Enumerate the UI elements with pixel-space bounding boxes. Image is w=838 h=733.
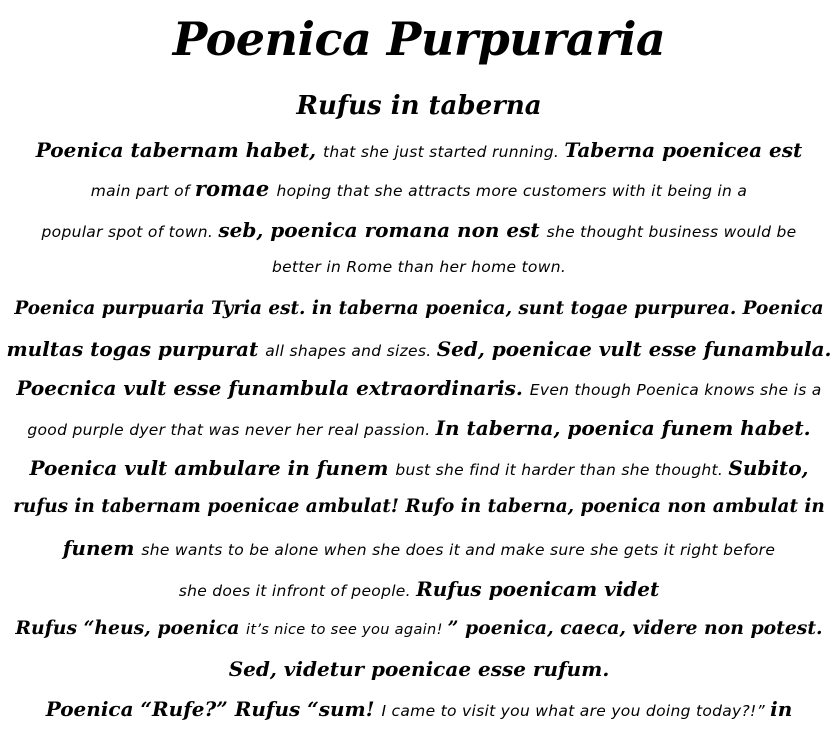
- english-text: bust she find it harder than she thought.: [395, 461, 729, 479]
- english-text: popular spot of town.: [41, 223, 219, 241]
- latin-text: ” poenica, caeca, videre non potest.: [447, 617, 823, 639]
- english-text: she thought business would be: [546, 223, 797, 241]
- latin-text: Poenica “Rufe?” Rufus “sum!: [45, 697, 382, 721]
- english-text: better in Rome than her home town.: [271, 258, 567, 276]
- text-line-13: [6, 617, 832, 639]
- latin-text: Sed, poenicae vult esse funambula.: [436, 337, 832, 361]
- text-line-10: [6, 496, 832, 517]
- text-line-3: [6, 218, 832, 242]
- text-line-12: [6, 577, 832, 601]
- latin-text: rufus in tabernam poenicae ambulat! Rufo in taberna, poenica non ambulat in: [13, 496, 825, 517]
- text-line-9: [6, 456, 832, 480]
- english-text: she wants to be alone when she does it and make sure she gets it right before: [141, 541, 776, 559]
- text-line-15: [6, 697, 832, 721]
- latin-text: romae: [194, 176, 277, 201]
- text-line-6: [6, 337, 832, 361]
- text-line-7: [6, 376, 832, 400]
- english-text: it’s nice to see you again!: [245, 621, 448, 638]
- english-text: main part of: [90, 182, 195, 200]
- text-line-4: [6, 258, 832, 277]
- latin-text: in: [770, 697, 793, 721]
- text-line-1: [6, 138, 832, 162]
- text-line-14: [6, 657, 832, 681]
- latin-text: Poenica vult ambulare in funem: [29, 456, 396, 480]
- english-text: I came to visit you what are you doing today?!”: [381, 702, 771, 720]
- latin-text: Taberna poenicea est: [564, 138, 803, 162]
- latin-text: In taberna, poenica funem habet.: [435, 416, 811, 440]
- latin-text: Sed, videtur poenicae esse rufum.: [228, 657, 610, 681]
- latin-text: Subito,: [728, 456, 809, 480]
- document-subtitle: Rufus in taberna: [296, 91, 542, 121]
- english-text: she does it infront of people.: [178, 582, 417, 600]
- english-text: good purple dyer that was never her real passion.: [27, 421, 436, 439]
- latin-text: Rufus “heus, poenica: [15, 617, 246, 639]
- latin-text: Rufus poenicam videt: [416, 577, 660, 601]
- document-title: Poenica Purpuraria: [172, 12, 666, 66]
- english-text: hoping that she attracts more customers with it being in a: [276, 182, 748, 200]
- latin-text: Poecnica vult esse funambula extraordinaris.: [16, 376, 530, 400]
- english-text: that she just started running.: [323, 143, 565, 161]
- english-text: all shapes and sizes.: [265, 342, 437, 360]
- latin-text: seb, poenica romana non est: [218, 218, 547, 242]
- latin-text: Poenica purpuaria Tyria est. in taberna poenica, sunt togae purpurea. Poenica: [14, 298, 824, 319]
- text-line-11: [6, 536, 832, 560]
- latin-text: multas togas purpurat: [6, 337, 266, 361]
- text-line-5: [6, 298, 832, 319]
- text-line-8: [6, 416, 832, 440]
- english-text: Even though Poenica knows she is a: [529, 381, 822, 399]
- text-line-2: [6, 176, 832, 201]
- latin-text: Poenica tabernam habet,: [35, 138, 323, 162]
- latin-text: funem: [62, 536, 142, 560]
